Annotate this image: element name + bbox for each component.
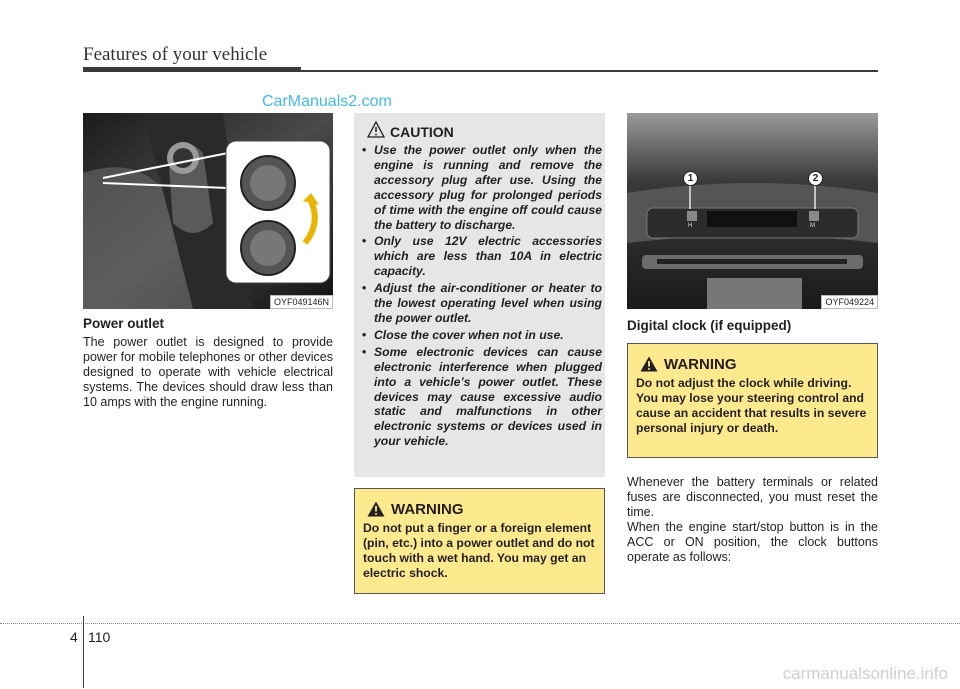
caution-list <box>362 143 602 451</box>
warning-box-power-outlet <box>354 488 605 594</box>
warning-title: WARNING <box>391 501 464 518</box>
warning-title: WARNING <box>664 356 737 373</box>
power-outlet-photo <box>83 113 333 309</box>
photo-label: OYF049146N <box>270 295 333 309</box>
warning-text: Do not adjust the clock while driving. You may lose your steering control and cause an accident that results in severe personal injury or death. <box>636 376 867 435</box>
minute-button-label: M <box>810 223 815 229</box>
clock-paragraph-buttons: When the engine start/stop button is in the ACC or ON position, the clock buttons operate as follows: <box>627 520 878 564</box>
header-rule-thick <box>83 67 301 72</box>
clock-paragraph-reset: Whenever the battery terminals or related fuses are disconnected, you must reset the time. <box>627 475 878 519</box>
caution-title: CAUTION <box>390 124 454 140</box>
caution-triangle-icon <box>367 121 385 138</box>
header-rule-thin <box>301 70 878 72</box>
page-header-title: Features of your vehicle <box>83 44 268 65</box>
caution-box <box>354 113 605 477</box>
callout-marker-2: 2 <box>808 171 823 186</box>
footer-watermark: carmanualsonline.info <box>782 664 948 683</box>
warning-triangle-icon <box>640 356 658 372</box>
warning-text: Do not put a finger or a foreign element (pin, etc.) into a power outlet and do not touch with a wet hand. You may get an electric shock. <box>363 521 595 580</box>
warning-triangle-icon <box>367 501 385 517</box>
power-outlet-illustration <box>83 113 333 309</box>
page-number: 110 <box>88 629 111 645</box>
digital-clock-photo <box>627 113 878 309</box>
caution-item: • Adjust the air-conditioner or heater to the lowest operating level when using the power outlet. <box>362 281 602 326</box>
caution-item: • Some electronic devices can cause electronic interference when plugged into a vehicle’s power outlet. These devices may cause excessive audio static and malfunctions in other electronic systems or devices used in your vehicle. <box>362 345 602 449</box>
callout-marker-1: 1 <box>683 171 698 186</box>
warning-box-clock <box>627 343 878 458</box>
chapter-number: 4 <box>70 629 78 645</box>
footer-rule <box>0 623 960 624</box>
section-heading-digital-clock: Digital clock (if equipped) <box>627 318 792 333</box>
digital-clock-illustration <box>627 113 878 309</box>
section-heading-power-outlet: Power outlet <box>83 316 165 331</box>
caution-item: • Close the cover when not in use. <box>362 328 602 343</box>
watermark-link[interactable]: CarManuals2.com <box>262 93 392 110</box>
caution-item: • Use the power outlet only when the engine is running and remove the accessory plug after use. Using the accessory plug for prolonged periods of time with the engine off could cause the battery to discharge. <box>362 143 602 232</box>
caution-item: • Only use 12V electric accessories which are less than 10A in electric capacity. <box>362 234 602 279</box>
page-number-divider <box>83 616 84 688</box>
photo-label: OYF049224 <box>821 295 878 309</box>
hour-button-label: H <box>688 223 693 229</box>
power-outlet-description: The power outlet is designed to provide power for mobile telephones or other devices designed to operate with vehicle electrical systems. The devices should draw less than 10 amps with the engine running. <box>83 335 333 409</box>
